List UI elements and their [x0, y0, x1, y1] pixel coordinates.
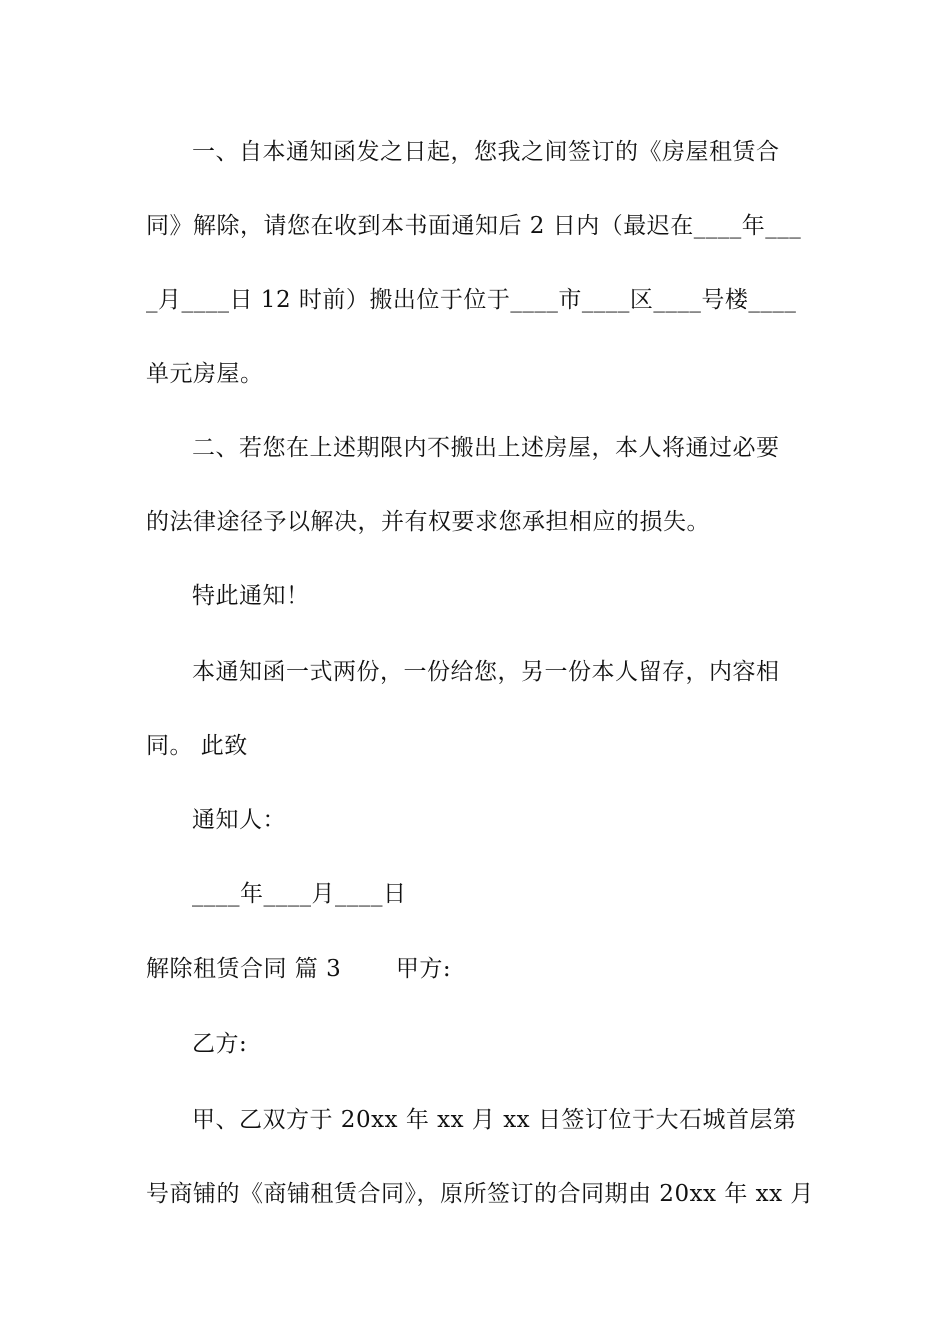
copies-line-2: 同。 此致 — [146, 733, 248, 759]
notifier-label: 通知人： — [192, 807, 286, 833]
notice-closing: 特此通知！ — [192, 583, 310, 609]
clause-1-line-2: 同》解除，请您在收到本书面通知后 2 日内（最迟在____年___ — [146, 213, 802, 239]
clause-2-line-2: 的法律途径予以解决，并有权要求您承担相应的损失。 — [146, 509, 710, 535]
section-heading-party-a: 解除租赁合同 篇 3 甲方: — [146, 956, 452, 982]
clause-2-line-1: 二、若您在上述期限内不搬出上述房屋，本人将通过必要 — [192, 435, 780, 461]
date-blank-line: ____年____月____日 — [192, 881, 407, 907]
clause-1-line-1: 一、自本通知函发之日起，您我之间签订的《房屋租赁合 — [192, 139, 780, 165]
clause-1-line-3: _月____日 12 时前）搬出位于位于____市____区____号楼____ — [146, 287, 797, 313]
clause-1-line-4: 单元房屋。 — [146, 361, 264, 387]
agreement-line-1: 甲、乙双方于 20xx 年 xx 月 xx 日签订位于大石城首层第 — [192, 1107, 797, 1133]
party-b-label: 乙方: — [192, 1031, 248, 1057]
copies-line-1: 本通知函一式两份，一份给您，另一份本人留存，内容相 — [192, 659, 780, 685]
agreement-line-2: 号商铺的《商铺租赁合同》，原所签订的合同期由 20xx 年 xx 月 — [146, 1181, 814, 1207]
